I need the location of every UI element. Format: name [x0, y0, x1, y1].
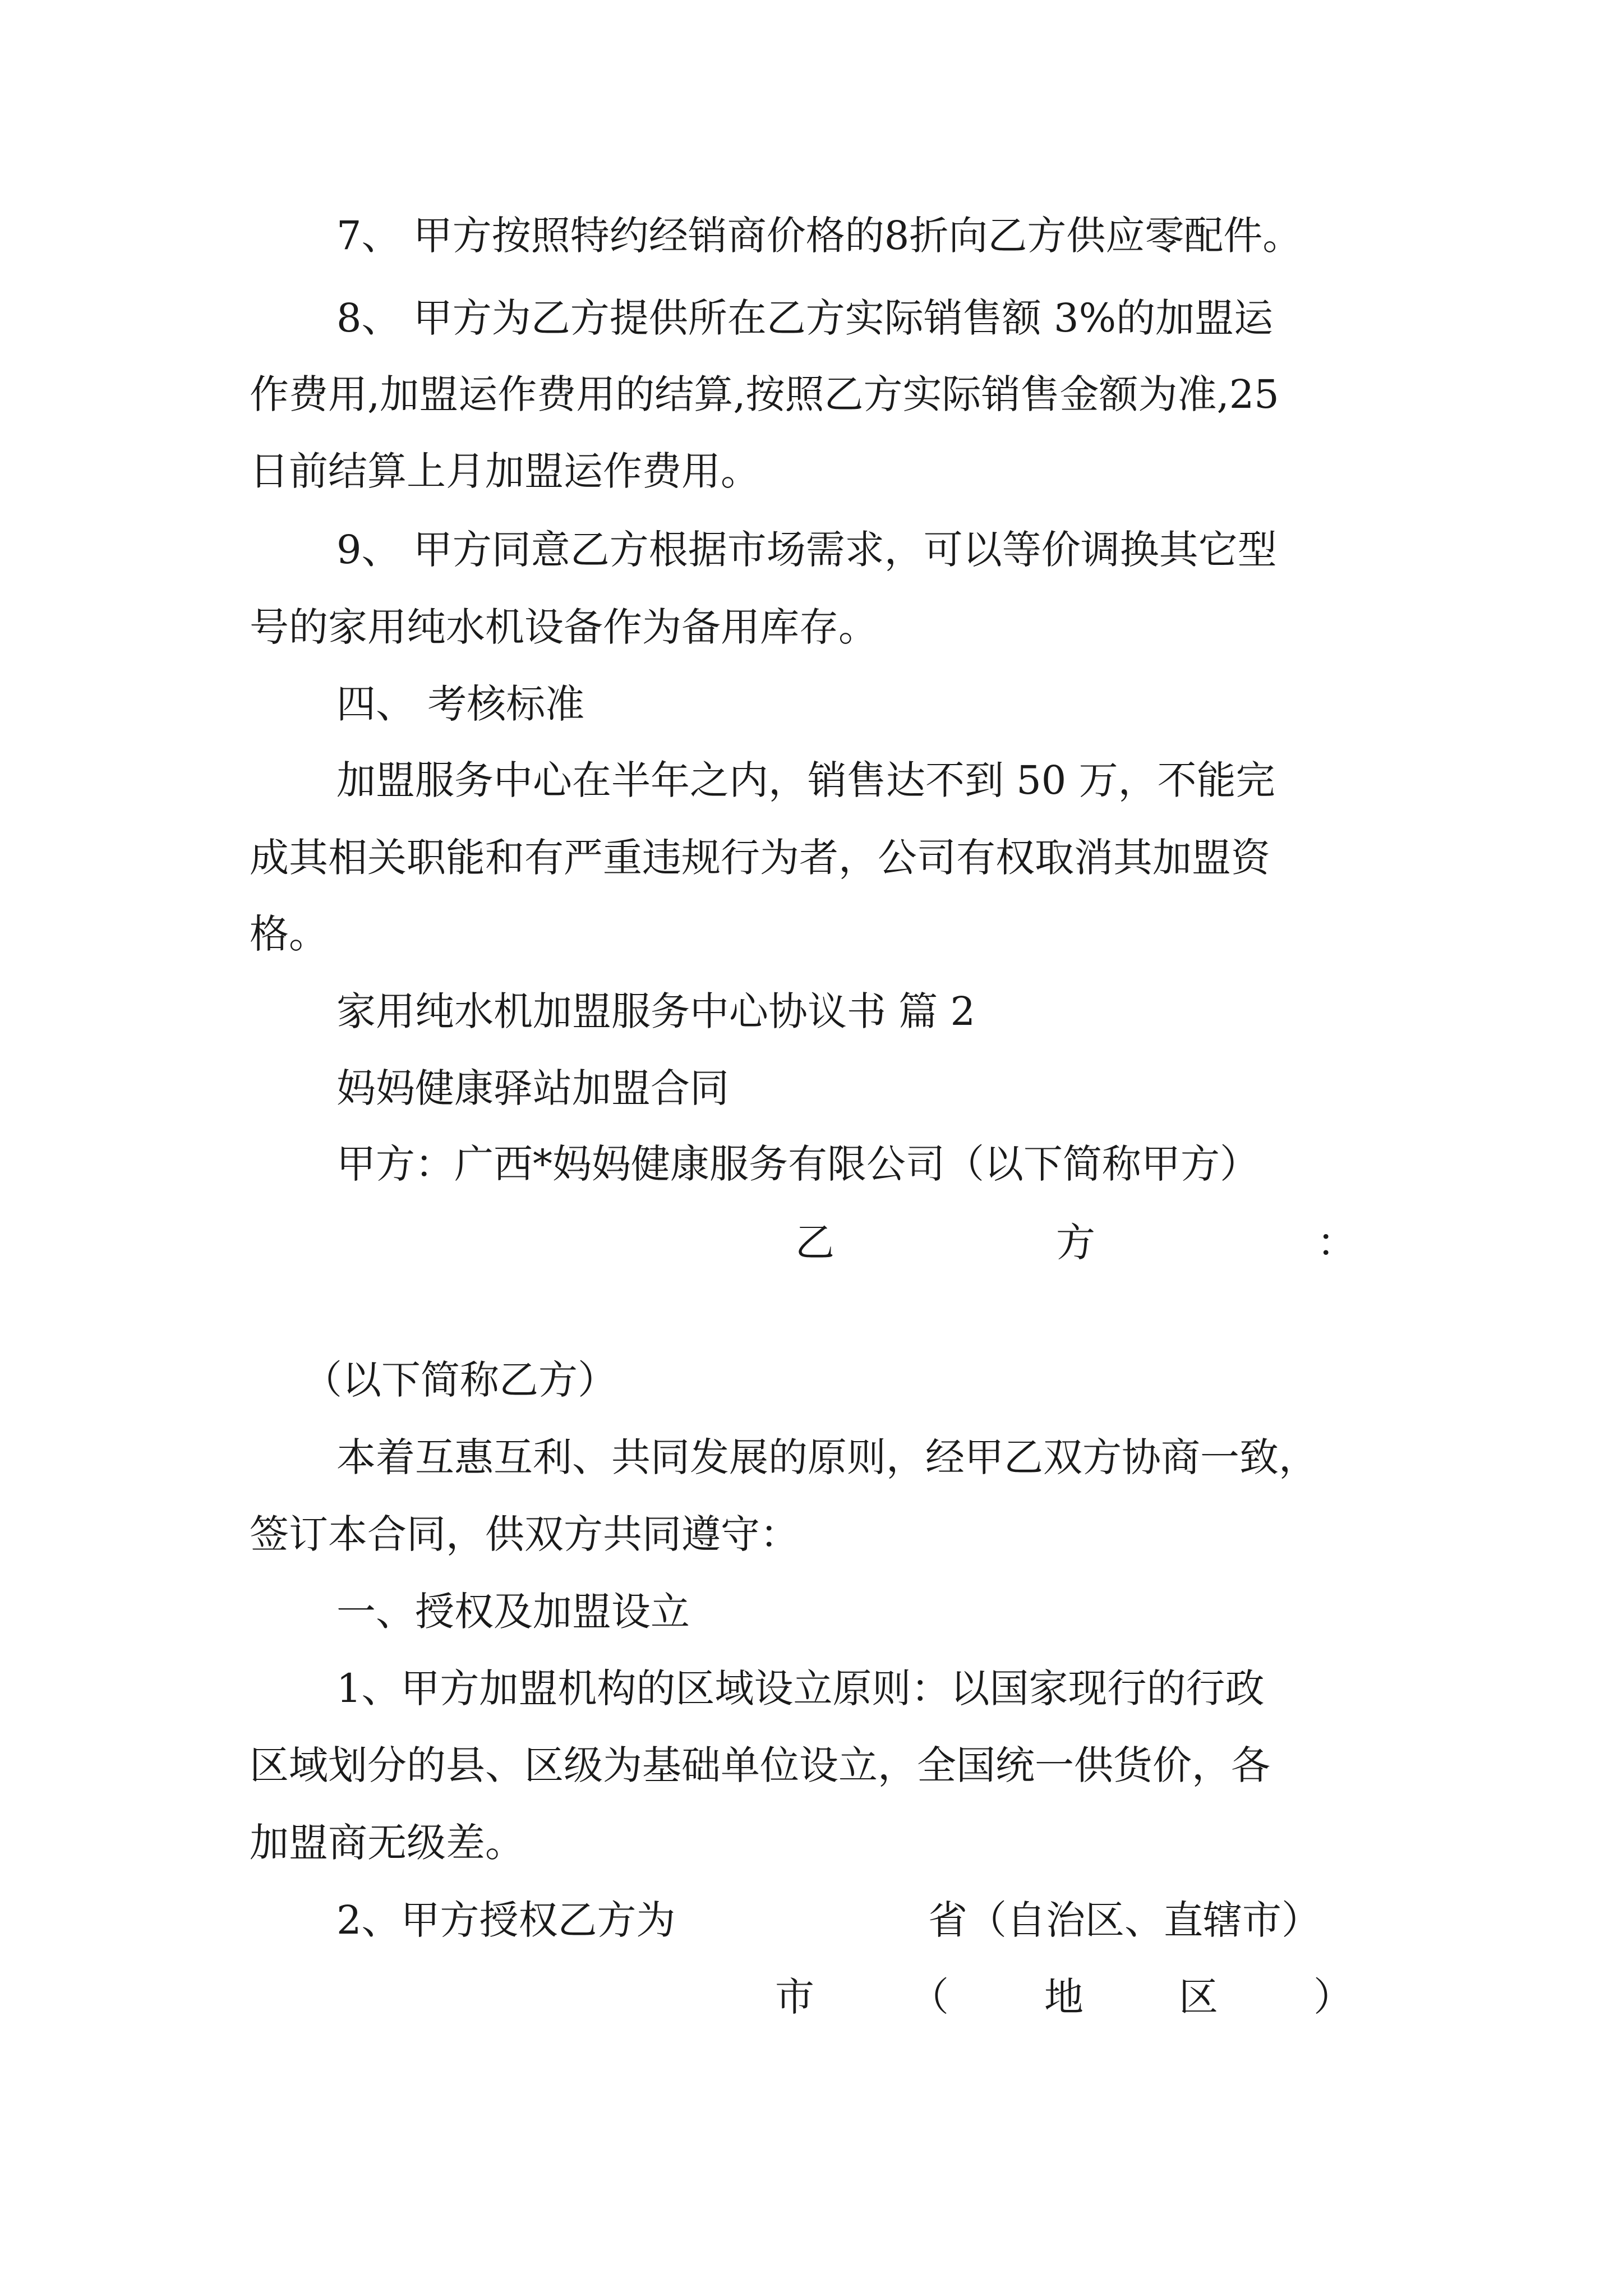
party-b-char-2: 方: [1056, 1220, 1095, 1266]
section-heading-4: 四、 考核标准: [336, 681, 585, 727]
text-line-15: 本着互惠互利、共同发展的原则，经甲乙双方协商一致，: [336, 1434, 1318, 1480]
party-a-line: 甲方：广西*妈妈健康服务有限公司（以下简称甲方）: [336, 1141, 1259, 1187]
text-line-21-province: 省（自治区、直辖市）: [928, 1897, 1321, 1943]
party-b-colon: ：: [1317, 1220, 1356, 1266]
text-line-2: 8、 甲方为乙方提供所在乙方实际销售额 3%的加盟运: [336, 295, 1274, 341]
text-line-8: 加盟服务中心在半年之内，销售达不到 50 万，不能完: [336, 757, 1275, 803]
party-b-abbrev-line: （以下简称乙方）: [303, 1357, 617, 1403]
region-char-1: 地: [1044, 1974, 1083, 2020]
party-b-char-1: 乙: [795, 1220, 834, 1266]
text-line-10: 格。: [250, 911, 328, 957]
text-line-16: 签订本合同，供双方共同遵守：: [250, 1511, 799, 1557]
region-char-2: 区: [1179, 1974, 1218, 2020]
text-line-1: 7、 甲方按照特约经销商价格的8折向乙方供应零配件。: [336, 213, 1302, 259]
open-paren: （: [910, 1974, 949, 2020]
text-line-21: 2、甲方授权乙方为: [336, 1897, 676, 1943]
article-title: 家用纯水机加盟服务中心协议书 篇 2: [336, 988, 976, 1034]
section-heading-1: 一、授权及加盟设立: [336, 1589, 690, 1635]
text-line-18: 1、甲方加盟机构的区域设立原则：以国家现行的行政: [336, 1665, 1265, 1711]
text-line-3: 作费用,加盟运作费用的结算,按照乙方实际销售金额为准,25: [250, 371, 1279, 417]
text-line-4: 日前结算上月加盟运作费用。: [250, 448, 760, 494]
party-b-row: [795, 1220, 1356, 1266]
city-row: [775, 1974, 1353, 2020]
text-line-20: 加盟商无级差。: [250, 1820, 524, 1866]
text-line-19: 区域划分的县、区级为基础单位设立，全国统一供货价，各: [250, 1742, 1270, 1788]
text-line-6: 号的家用纯水机设备作为备用库存。: [250, 604, 878, 650]
text-line-9: 成其相关职能和有严重违规行为者，公司有权取消其加盟资: [250, 835, 1270, 881]
city-char: 市: [775, 1974, 814, 2020]
close-paren: ）: [1313, 1974, 1353, 2020]
text-line-5: 9、 甲方同意乙方根据市场需求，可以等价调换其它型: [336, 527, 1277, 573]
contract-title: 妈妈健康驿站加盟合同: [336, 1065, 729, 1111]
